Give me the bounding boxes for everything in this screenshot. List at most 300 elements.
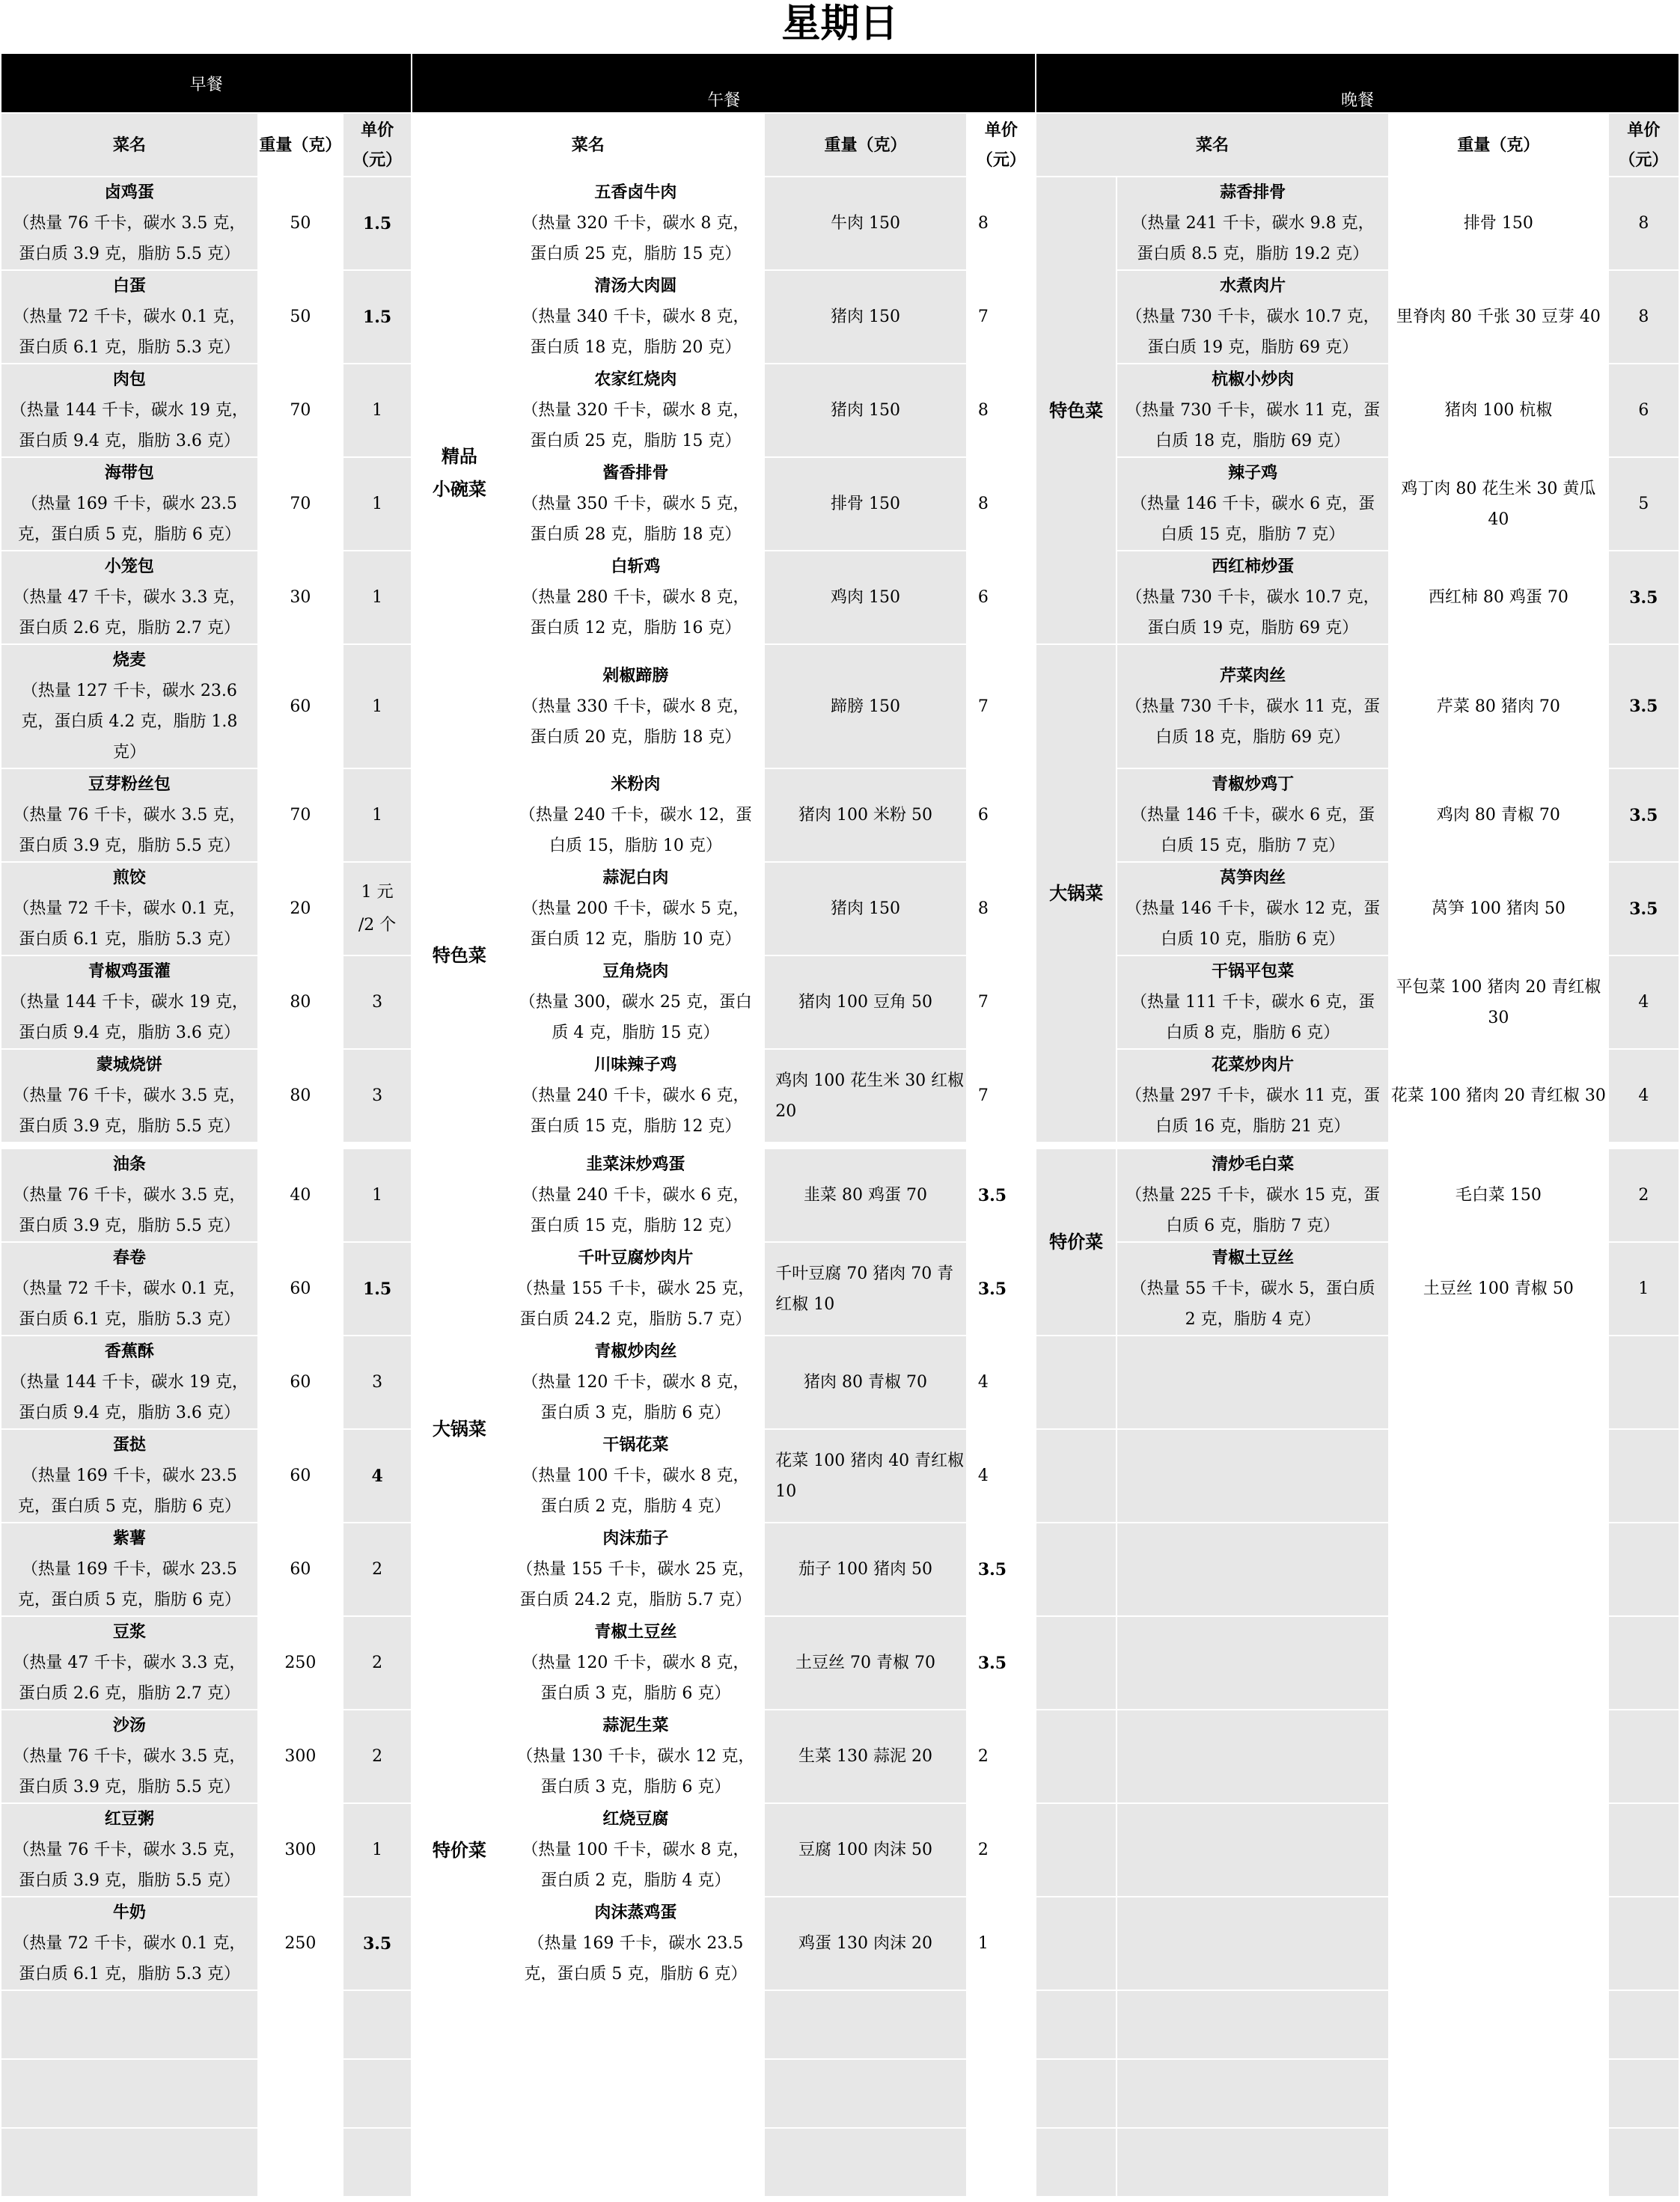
dinner-col-price: 单价（元） — [1608, 113, 1679, 177]
category-label-part: 小碗菜 — [432, 477, 486, 500]
dish-name: 芹菜肉丝 — [1220, 665, 1286, 685]
lunch-weight: 猪肉 150 — [764, 270, 967, 364]
breakfast-price — [343, 862, 412, 955]
lunch-dish — [507, 1523, 764, 1616]
dinner-dish — [1117, 1049, 1389, 1143]
dish-nutrition: （热量 730 千卡，碳水 10.7 克，蛋白质 19 克，脂肪 69 克） — [1125, 588, 1380, 637]
dinner-weight: 平包菜 100 猪肉 20 青红椒 30 — [1389, 955, 1608, 1049]
breakfast-price: 2 — [343, 1616, 412, 1710]
breakfast-weight: 70 — [258, 768, 343, 862]
dish-name: 红豆粥 — [104, 1809, 154, 1829]
breakfast-weight: 60 — [258, 1242, 343, 1336]
dish-name: 卤鸡蛋 — [104, 183, 154, 202]
dish-nutrition: （热量 241 千卡，碳水 9.8 克，蛋白质 8.5 克，脂肪 19.2 克） — [1131, 214, 1375, 263]
empty-cell — [258, 2059, 343, 2128]
dish-name: 清汤大肉圆 — [594, 276, 677, 296]
breakfast-weight: 70 — [258, 457, 343, 551]
breakfast-dish — [1, 768, 258, 862]
dinner-category-empty — [1036, 1897, 1117, 1990]
breakfast-price: 1 — [343, 768, 412, 862]
breakfast-price: 3.5 — [343, 1897, 412, 1990]
table-row — [1, 862, 1679, 955]
empty-cell — [764, 2128, 967, 2197]
dinner-weight-empty — [1389, 1616, 1608, 1710]
lunch-weight: 土豆丝 70 青椒 70 — [764, 1616, 967, 1710]
breakfast-weight: 60 — [258, 1523, 343, 1616]
lunch-dish — [507, 955, 764, 1049]
dinner-col-weight: 重量（克） — [1389, 113, 1608, 177]
dish-name: 海带包 — [104, 463, 154, 483]
dish-name: 青椒炒鸡丁 — [1212, 774, 1295, 794]
table-row — [1, 1429, 1679, 1523]
dinner-price: 8 — [1608, 177, 1679, 270]
dish-name: 干锅花菜 — [602, 1435, 669, 1455]
dish-nutrition: （热量 72 千卡，碳水 0.1 克，蛋白质 6.1 克，脂肪 5.3 克） — [13, 1934, 246, 1984]
lunch-header: 午餐 — [412, 53, 1036, 113]
breakfast-price: 4 — [343, 1429, 412, 1523]
lunch-dish — [507, 1336, 764, 1429]
breakfast-dish — [1, 862, 258, 955]
dish-nutrition: （热量 320 千卡，碳水 8 克，蛋白质 25 克，脂肪 15 克） — [522, 214, 750, 263]
lunch-weight: 花菜 100 猪肉 40 青红椒 10 — [764, 1429, 967, 1523]
dinner-category-empty — [1036, 1803, 1117, 1897]
dinner-category: 特色菜 — [1036, 177, 1117, 644]
breakfast-price: 1 — [343, 551, 412, 644]
lunch-weight: 鸡肉 150 — [764, 551, 967, 644]
dinner-price: 2 — [1608, 1149, 1679, 1242]
lunch-price: 2 — [967, 1710, 1036, 1803]
breakfast-price: 1 — [343, 1803, 412, 1897]
dish-nutrition: （热量 144 千卡，碳水 19 克，蛋白质 9.4 克，脂肪 3.6 克） — [10, 993, 248, 1042]
dish-nutrition: （热量 120 千卡，碳水 8 克，蛋白质 3 克，脂肪 6 克） — [522, 1654, 750, 1703]
dinner-dish — [1117, 1242, 1389, 1336]
page-title: 星期日 — [781, 1, 899, 46]
dish-name: 蒙城烧饼 — [96, 1055, 162, 1074]
empty-cell — [258, 1990, 343, 2059]
dish-name: 红烧豆腐 — [602, 1809, 669, 1829]
dish-name: 煎饺 — [112, 868, 146, 887]
breakfast-price: 3 — [343, 1049, 412, 1143]
breakfast-weight: 40 — [258, 1149, 343, 1242]
breakfast-col-price: 单价（元） — [343, 113, 412, 177]
dish-name: 蒜泥生菜 — [602, 1716, 669, 1735]
table-row — [1, 1242, 1679, 1336]
dish-nutrition: （热量 76 千卡，碳水 3.5 克，蛋白质 3.9 克，脂肪 5.5 克） — [13, 1841, 246, 1890]
dish-nutrition: （热量 76 千卡，碳水 3.5 克，蛋白质 3.9 克，脂肪 5.5 克） — [13, 1086, 246, 1136]
table-row — [1, 364, 1679, 457]
lunch-weight: 排骨 150 — [764, 457, 967, 551]
empty-cell — [1117, 2128, 1389, 2197]
lunch-category: 特色菜 — [412, 768, 507, 1143]
lunch-weight: 猪肉 80 青椒 70 — [764, 1336, 967, 1429]
dish-nutrition: （热量 72 千卡，碳水 0.1 克，蛋白质 6.1 克，脂肪 5.3 克） — [13, 308, 246, 357]
dinner-weight-empty — [1389, 1710, 1608, 1803]
dinner-price-empty — [1608, 1523, 1679, 1616]
dinner-weight: 排骨 150 — [1389, 177, 1608, 270]
dish-nutrition: （热量 76 千卡，碳水 3.5 克，蛋白质 3.9 克，脂肪 5.5 克） — [13, 806, 246, 855]
dinner-category-empty — [1036, 1616, 1117, 1710]
dinner-header: 晚餐 — [1036, 53, 1679, 113]
dinner-price-empty — [1608, 1803, 1679, 1897]
lunch-price: 7 — [967, 1049, 1036, 1143]
lunch-dish — [507, 1616, 764, 1710]
lunch-weight: 鸡蛋 130 肉沫 20 — [764, 1897, 967, 1990]
breakfast-price: 2 — [343, 1523, 412, 1616]
dinner-dish — [1117, 270, 1389, 364]
breakfast-weight: 250 — [258, 1616, 343, 1710]
dish-name: 莴笋肉丝 — [1220, 868, 1286, 887]
dinner-price: 5 — [1608, 457, 1679, 551]
dish-nutrition: （热量 169 千卡，碳水 23.5 克，蛋白质 5 克，脂肪 6 克） — [17, 1467, 241, 1516]
dinner-category-empty — [1036, 1523, 1117, 1616]
dinner-dish — [1117, 1149, 1389, 1242]
dish-nutrition: （热量 100 千卡，碳水 8 克，蛋白质 2 克，脂肪 4 克） — [522, 1841, 750, 1890]
dish-name: 千叶豆腐炒肉片 — [578, 1248, 694, 1267]
dish-name: 肉沫茄子 — [602, 1529, 669, 1548]
dish-nutrition: （热量 225 千卡，碳水 15 克，蛋白质 6 克，脂肪 7 克） — [1125, 1186, 1381, 1235]
breakfast-dish — [1, 1336, 258, 1429]
dish-name: 紫薯 — [112, 1529, 146, 1548]
breakfast-weight: 20 — [258, 862, 343, 955]
dish-nutrition: （热量 144 千卡，碳水 19 克，蛋白质 9.4 克，脂肪 3.6 克） — [10, 1373, 248, 1422]
dish-nutrition: （热量 146 千卡，碳水 12 克，蛋白质 10 克，脂肪 6 克） — [1125, 899, 1381, 949]
empty-cell — [1608, 2128, 1679, 2197]
lunch-weight: 牛肉 150 — [764, 177, 967, 270]
empty-cell — [1608, 1990, 1679, 2059]
breakfast-price: 1.5 — [343, 1242, 412, 1336]
dish-nutrition: （热量 169 千卡，碳水 23.5 克，蛋白质 5 克，脂肪 6 克） — [524, 1934, 748, 1984]
dinner-weight: 鸡丁肉 80 花生米 30 黄瓜 40 — [1389, 457, 1608, 551]
table-row — [1, 768, 1679, 862]
dinner-dish-empty — [1117, 1616, 1389, 1710]
dish-nutrition: （热量 280 千卡，碳水 8 克，蛋白质 12 克，脂肪 16 克） — [522, 588, 750, 637]
lunch-dish — [507, 364, 764, 457]
empty-cell — [764, 2059, 967, 2128]
lunch-dish — [507, 270, 764, 364]
breakfast-dish — [1, 644, 258, 768]
lunch-category: 特价菜 — [412, 1710, 507, 1990]
dish-nutrition: （热量 300，碳水 25 克，蛋白质 4 克，脂肪 15 克） — [519, 993, 752, 1042]
dish-nutrition: （热量 320 千卡，碳水 8 克，蛋白质 25 克，脂肪 15 克） — [522, 401, 750, 450]
category-label-part: 精品 — [441, 444, 477, 467]
lunch-dish — [507, 1710, 764, 1803]
empty-cell — [1608, 2059, 1679, 2128]
dish-nutrition: （热量 144 千卡，碳水 19 克，蛋白质 9.4 克，脂肪 3.6 克） — [10, 401, 248, 450]
dish-nutrition: （热量 169 千卡，碳水 23.5 克，蛋白质 5 克，脂肪 6 克） — [17, 495, 241, 544]
table-row — [1, 1710, 1679, 1803]
lunch-dish — [507, 551, 764, 644]
table-row — [1, 1336, 1679, 1429]
lunch-price: 4 — [967, 1336, 1036, 1429]
breakfast-price: 1 — [343, 457, 412, 551]
breakfast-weight: 30 — [258, 551, 343, 644]
breakfast-weight: 70 — [258, 364, 343, 457]
empty-cell — [343, 1990, 412, 2059]
lunch-weight: 猪肉 150 — [764, 364, 967, 457]
breakfast-price: 2 — [343, 1710, 412, 1803]
lunch-price: 7 — [967, 955, 1036, 1049]
dinner-weight: 芹菜 80 猪肉 70 — [1389, 644, 1608, 768]
dish-name: 干锅平包菜 — [1212, 961, 1295, 981]
breakfast-weight: 300 — [258, 1803, 343, 1897]
lunch-dish — [507, 1429, 764, 1523]
dish-name: 西红柿炒蛋 — [1212, 557, 1295, 576]
empty-cell — [412, 2128, 507, 2197]
dinner-dish — [1117, 551, 1389, 644]
empty-row — [1, 2128, 1679, 2197]
dinner-price: 3.5 — [1608, 551, 1679, 644]
dish-name: 青椒土豆丝 — [1212, 1248, 1295, 1267]
breakfast-price: 1.5 — [343, 270, 412, 364]
breakfast-dish — [1, 1523, 258, 1616]
lunch-dish — [507, 862, 764, 955]
dish-nutrition: （热量 47 千卡，碳水 3.3 克，蛋白质 2.6 克，脂肪 2.7 克） — [13, 1654, 246, 1703]
table-row — [1, 1897, 1679, 1990]
dinner-weight: 西红柿 80 鸡蛋 70 — [1389, 551, 1608, 644]
dinner-weight-empty — [1389, 1803, 1608, 1897]
dish-nutrition: （热量 155 千卡，碳水 25 克，蛋白质 24.2 克，脂肪 5.7 克） — [516, 1279, 755, 1329]
dish-name: 蛋挞 — [112, 1435, 146, 1455]
dish-name: 小笼包 — [104, 557, 154, 576]
breakfast-dish — [1, 457, 258, 551]
dish-nutrition: （热量 120 千卡，碳水 8 克，蛋白质 3 克，脂肪 6 克） — [522, 1373, 750, 1422]
lunch-col-weight: 重量（克） — [764, 113, 967, 177]
breakfast-header: 早餐 — [1, 53, 412, 113]
dish-name: 蒜泥白肉 — [602, 868, 669, 887]
breakfast-weight: 250 — [258, 1897, 343, 1990]
lunch-price: 7 — [967, 644, 1036, 768]
breakfast-dish — [1, 955, 258, 1049]
table-row — [1, 177, 1679, 270]
dinner-category-empty — [1036, 1429, 1117, 1523]
dinner-dish-empty — [1117, 1336, 1389, 1429]
dish-name: 白斩鸡 — [611, 557, 661, 576]
lunch-weight: 千叶豆腐 70 猪肉 70 青红椒 10 — [764, 1242, 967, 1336]
dish-nutrition: （热量 200 千卡，碳水 5 克，蛋白质 12 克，脂肪 10 克） — [522, 899, 750, 949]
dinner-price: 4 — [1608, 1049, 1679, 1143]
dinner-weight-empty — [1389, 1336, 1608, 1429]
dinner-category-empty — [1036, 1336, 1117, 1429]
dish-name: 农家红烧肉 — [594, 370, 677, 389]
lunch-price: 8 — [967, 177, 1036, 270]
lunch-price: 6 — [967, 551, 1036, 644]
breakfast-dish — [1, 1803, 258, 1897]
dish-nutrition: （热量 240 千卡，碳水 6 克，蛋白质 15 克，脂肪 12 克） — [522, 1186, 750, 1235]
breakfast-price: 3 — [343, 955, 412, 1049]
empty-cell — [507, 2059, 764, 2128]
breakfast-dish — [1, 1429, 258, 1523]
lunch-col-name: 菜名 — [412, 113, 764, 177]
table-row — [1, 1149, 1679, 1242]
dish-name: 清炒毛白菜 — [1212, 1154, 1295, 1174]
dish-nutrition: （热量 55 千卡，碳水 5，蛋白质 2 克，脂肪 4 克） — [1130, 1279, 1375, 1329]
dish-name: 香蕉酥 — [104, 1342, 154, 1361]
breakfast-weight: 80 — [258, 1049, 343, 1143]
dish-nutrition: （热量 76 千卡，碳水 3.5 克，蛋白质 3.9 克，脂肪 5.5 克） — [13, 1186, 246, 1235]
dinner-category: 大锅菜 — [1036, 644, 1117, 1143]
empty-cell — [1389, 2128, 1608, 2197]
dish-name: 豆角烧肉 — [602, 961, 669, 981]
dinner-price-empty — [1608, 1897, 1679, 1990]
empty-cell — [1, 2128, 258, 2197]
breakfast-weight: 50 — [258, 177, 343, 270]
breakfast-dish — [1, 1149, 258, 1242]
dish-name: 辣子鸡 — [1228, 463, 1278, 483]
dish-nutrition: （热量 146 千卡，碳水 6 克，蛋白质 15 克，脂肪 7 克） — [1131, 806, 1375, 855]
dish-name: 酱香排骨 — [602, 463, 669, 483]
dish-name: 米粉肉 — [611, 774, 661, 794]
lunch-price: 7 — [967, 270, 1036, 364]
dinner-dish-empty — [1117, 1897, 1389, 1990]
dish-name: 花菜炒肉片 — [1212, 1055, 1295, 1074]
lunch-dish — [507, 1049, 764, 1143]
price-part: 1 元 — [361, 882, 394, 902]
breakfast-dish — [1, 1049, 258, 1143]
dish-nutrition: （热量 169 千卡，碳水 23.5 克，蛋白质 5 克，脂肪 6 克） — [17, 1560, 241, 1609]
dish-name: 剁椒蹄膀 — [602, 665, 669, 685]
dinner-price: 8 — [1608, 270, 1679, 364]
dinner-price: 3.5 — [1608, 862, 1679, 955]
dish-name: 沙汤 — [112, 1716, 146, 1735]
lunch-price: 2 — [967, 1803, 1036, 1897]
breakfast-price: 1 — [343, 644, 412, 768]
empty-cell — [1, 1990, 258, 2059]
dinner-dish-empty — [1117, 1710, 1389, 1803]
dish-nutrition: （热量 730 千卡，碳水 10.7 克，蛋白质 19 克，脂肪 69 克） — [1125, 308, 1380, 357]
dish-nutrition: （热量 155 千卡，碳水 25 克，蛋白质 24.2 克，脂肪 5.7 克） — [516, 1560, 755, 1609]
dish-nutrition: （热量 340 千卡，碳水 8 克，蛋白质 18 克，脂肪 20 克） — [522, 308, 750, 357]
dish-name: 水煮肉片 — [1220, 276, 1286, 296]
dinner-dish — [1117, 177, 1389, 270]
dinner-weight: 土豆丝 100 青椒 50 — [1389, 1242, 1608, 1336]
dish-name: 牛奶 — [112, 1903, 146, 1922]
table-row — [1, 457, 1679, 551]
dish-nutrition: （热量 111 千卡，碳水 6 克，蛋白质 8 克，脂肪 6 克） — [1131, 993, 1375, 1042]
empty-cell — [412, 1990, 507, 2059]
dish-nutrition: （热量 330 千卡，碳水 8 克，蛋白质 20 克，脂肪 18 克） — [522, 697, 750, 747]
dinner-price-empty — [1608, 1429, 1679, 1523]
dinner-weight: 鸡肉 80 青椒 70 — [1389, 768, 1608, 862]
breakfast-weight: 80 — [258, 955, 343, 1049]
dinner-dish-empty — [1117, 1803, 1389, 1897]
dish-name: 白蛋 — [112, 276, 146, 296]
dish-nutrition: （热量 146 千卡，碳水 6 克，蛋白质 15 克，脂肪 7 克） — [1131, 495, 1375, 544]
empty-cell — [1389, 1990, 1608, 2059]
breakfast-dish — [1, 1710, 258, 1803]
dinner-price: 3.5 — [1608, 644, 1679, 768]
empty-cell — [1036, 1990, 1117, 2059]
breakfast-weight: 60 — [258, 1336, 343, 1429]
dish-nutrition: （热量 350 千卡，碳水 5 克，蛋白质 28 克，脂肪 18 克） — [522, 495, 750, 544]
dish-name: 蒜香排骨 — [1220, 183, 1286, 202]
breakfast-dish — [1, 551, 258, 644]
lunch-price: 8 — [967, 457, 1036, 551]
empty-cell — [343, 2059, 412, 2128]
dinner-dish — [1117, 862, 1389, 955]
breakfast-col-weight: 重量（克） — [258, 113, 343, 177]
price-part: /2 个 — [358, 915, 397, 935]
dinner-price: 1 — [1608, 1242, 1679, 1336]
lunch-weight: 豆腐 100 肉沫 50 — [764, 1803, 967, 1897]
empty-cell — [412, 2059, 507, 2128]
dish-nutrition: （热量 730 千卡，碳水 11 克，蛋白质 18 克，脂肪 69 克） — [1125, 401, 1381, 450]
lunch-dish — [507, 1803, 764, 1897]
dinner-price-empty — [1608, 1336, 1679, 1429]
empty-row — [1, 1990, 1679, 2059]
lunch-dish — [507, 1242, 764, 1336]
lunch-weight: 鸡肉 100 花生米 30 红椒 20 — [764, 1049, 967, 1143]
dish-name: 豆浆 — [112, 1622, 146, 1642]
lunch-dish — [507, 1149, 764, 1242]
table-row — [1, 1803, 1679, 1897]
dinner-dish — [1117, 364, 1389, 457]
lunch-dish — [507, 644, 764, 768]
empty-cell — [967, 2128, 1036, 2197]
breakfast-dish — [1, 364, 258, 457]
lunch-col-price: 单价（元） — [967, 113, 1036, 177]
breakfast-price: 1.5 — [343, 177, 412, 270]
lunch-price: 3.5 — [967, 1242, 1036, 1336]
breakfast-price: 1 — [343, 364, 412, 457]
dish-name: 烧麦 — [112, 650, 146, 670]
empty-cell — [343, 2128, 412, 2197]
empty-row — [1, 2059, 1679, 2128]
lunch-weight: 猪肉 100 米粉 50 — [764, 768, 967, 862]
table-row — [1, 551, 1679, 644]
empty-cell — [1036, 2059, 1117, 2128]
lunch-category: 大锅菜 — [412, 1149, 507, 1710]
lunch-price: 6 — [967, 768, 1036, 862]
table-row — [1, 1523, 1679, 1616]
dinner-weight: 里脊肉 80 千张 30 豆芽 40 — [1389, 270, 1608, 364]
lunch-category — [412, 177, 507, 768]
dish-name: 肉沫蒸鸡蛋 — [594, 1903, 677, 1922]
breakfast-weight: 300 — [258, 1710, 343, 1803]
dish-name: 川味辣子鸡 — [594, 1055, 677, 1074]
breakfast-dish — [1, 270, 258, 364]
dinner-price-empty — [1608, 1710, 1679, 1803]
dinner-dish — [1117, 955, 1389, 1049]
breakfast-weight: 50 — [258, 270, 343, 364]
table-row — [1, 644, 1679, 768]
table-row — [1, 955, 1679, 1049]
dinner-category-empty — [1036, 1710, 1117, 1803]
dinner-col-name: 菜名 — [1036, 113, 1389, 177]
dinner-dish — [1117, 768, 1389, 862]
dish-nutrition: （热量 127 千卡，碳水 23.6 克，蛋白质 4.2 克，脂肪 1.8 克） — [21, 682, 238, 762]
dish-nutrition: （热量 240 千卡，碳水 6 克，蛋白质 15 克，脂肪 12 克） — [522, 1086, 750, 1136]
dish-name: 油条 — [112, 1154, 146, 1174]
empty-cell — [967, 2059, 1036, 2128]
dinner-price-empty — [1608, 1616, 1679, 1710]
dinner-weight-empty — [1389, 1523, 1608, 1616]
dinner-weight: 莴笋 100 猪肉 50 — [1389, 862, 1608, 955]
dinner-price: 3.5 — [1608, 768, 1679, 862]
breakfast-weight: 60 — [258, 644, 343, 768]
dinner-category: 特价菜 — [1036, 1149, 1117, 1336]
lunch-price: 3.5 — [967, 1523, 1036, 1616]
lunch-price: 3.5 — [967, 1149, 1036, 1242]
breakfast-dish — [1, 177, 258, 270]
dish-name: 肉包 — [112, 370, 146, 389]
empty-cell — [507, 1990, 764, 2059]
dinner-dish-empty — [1117, 1523, 1389, 1616]
dish-name: 青椒炒肉丝 — [594, 1342, 677, 1361]
empty-cell — [1117, 2059, 1389, 2128]
lunch-dish — [507, 768, 764, 862]
lunch-weight: 韭菜 80 鸡蛋 70 — [764, 1149, 967, 1242]
lunch-price: 8 — [967, 364, 1036, 457]
